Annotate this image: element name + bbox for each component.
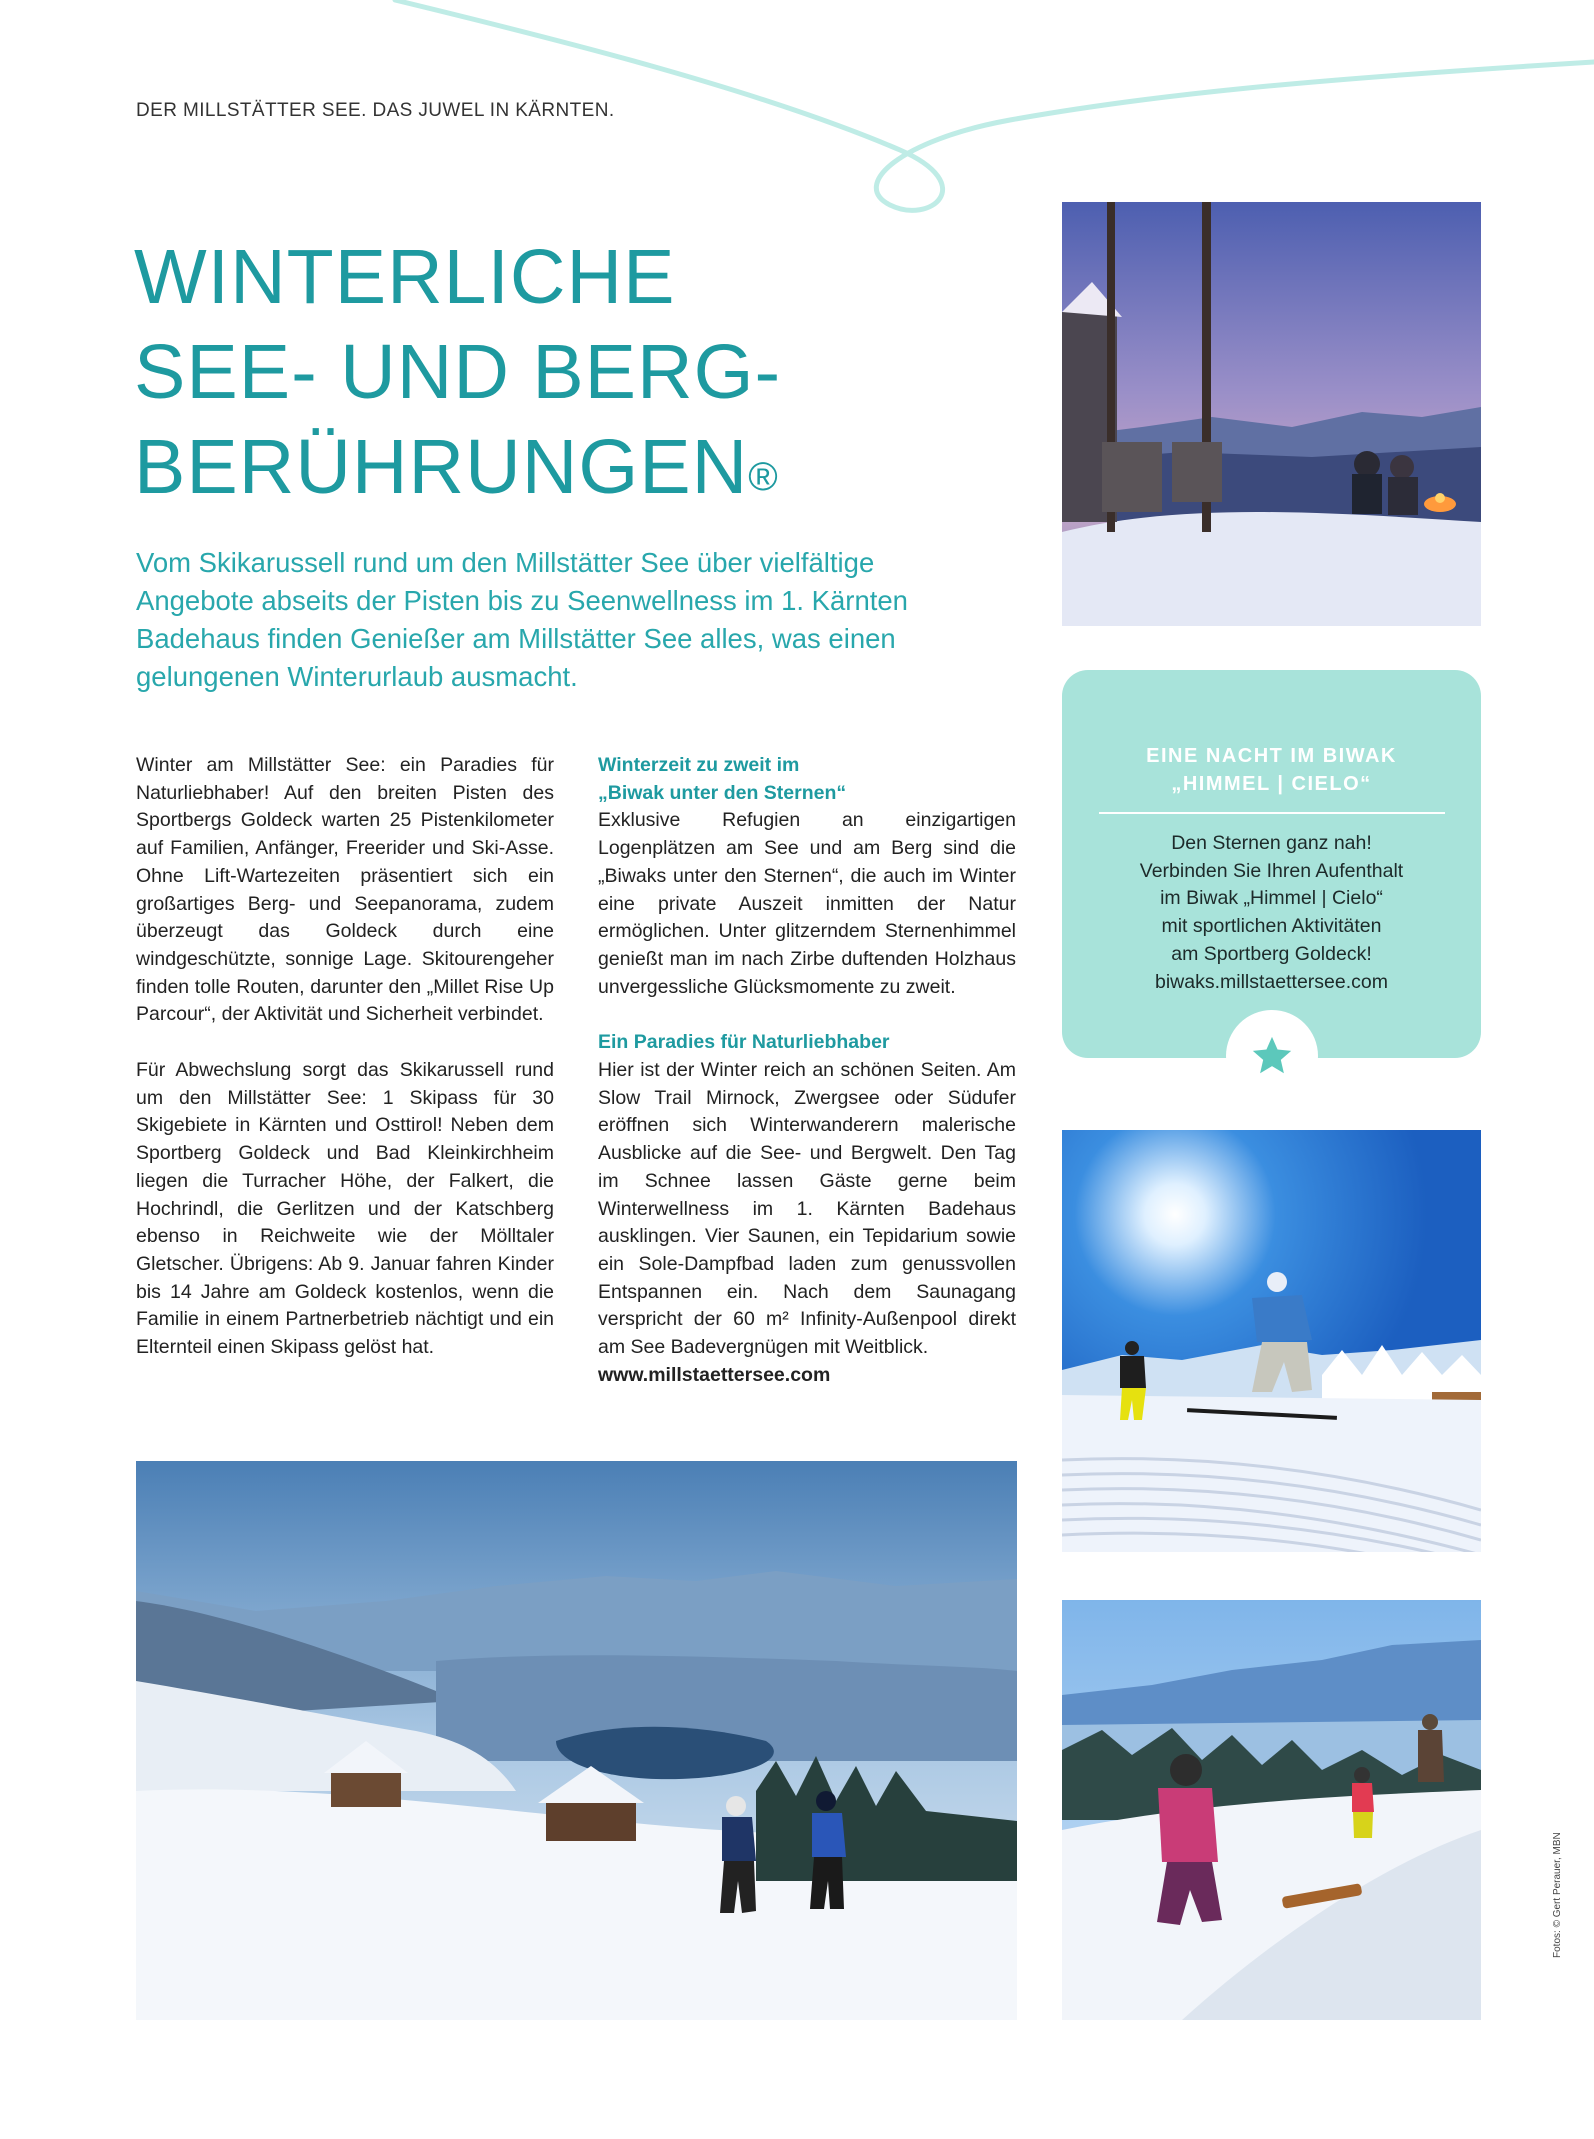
- section-biwak: [598, 752, 1016, 1001]
- photo-biwak-dusk: [1062, 202, 1481, 626]
- section-naturliebhaber: [598, 1029, 1016, 1389]
- info-box-text: Den Sternen ganz nah! Verbinden Sie Ihren Aufenthalt im Biwak „Himmel | Cielo“ mit sportlichen Aktivitäten am Sportberg Goldeck! biwaks.millstaettersee.com: [1139, 832, 1404, 993]
- title-line-2: SEE- UND BERG-: [134, 329, 782, 415]
- title-line-3: BERÜHRUNGEN: [134, 424, 749, 510]
- divider: [1099, 812, 1445, 814]
- photo-sledding-family: [1062, 1600, 1481, 2020]
- website-link[interactable]: www.millstaettersee.com: [598, 1363, 831, 1386]
- star-icon: [1249, 1033, 1295, 1079]
- page-title: [134, 230, 1034, 515]
- info-box-heading: EINE NACHT IM BIWAK „HIMMEL | CIELO“: [1146, 745, 1397, 795]
- photo-skiers-slope: [1062, 1130, 1481, 1552]
- section-heading: Winterzeit zu zweit im „Biwak unter den Sternen“: [598, 754, 847, 804]
- section-text: Hier ist der Winter reich an schönen Seiten. Am Slow Trail Mirnock, Zwergsee oder Südufer eröffnen sich Winterwanderern malerische Ausblicke auf die See- und Bergwelt. Den Tag im Schnee lassen Gäste gerne beim Winterwellness im 1. Kärnten Badehaus ausklingen. Vier Saunen, ein Tepidarium sowie ein Sole-Dampfbad laden zum genussvollen Entspannen ein. Nach dem Saunagang verspricht der 60 m² Infinity-Außenpool direkt am See Badevergnügen mit Weitblick.: [598, 1059, 1016, 1359]
- title-line-1: WINTERLICHE: [134, 234, 676, 320]
- photo-ski-tour-panorama: [136, 1461, 1017, 2020]
- body-column-1: [136, 752, 554, 1390]
- body-column-2: [598, 752, 1016, 1417]
- info-box-biwak: [1062, 670, 1481, 1058]
- section-heading: Ein Paradies für Naturliebhaber: [598, 1031, 890, 1054]
- section-text: Exklusive Refugien an einzigartigen Logenplätzen am See und am Berg sind die „Biwaks unter den Sternen“, die auch im Winter eine private Auszeit inmitten der Natur ermöglichen. Unter glitzerndem Sternenhimmel genießt man im nach Zirbe duftenden Holzhaus unvergessliche Glücksmomente zu zweit.: [598, 809, 1016, 998]
- registered-mark: ®: [748, 455, 779, 499]
- star-badge: [1226, 1010, 1318, 1102]
- paragraph: Für Abwechslung sorgt das Skikarussell rund um den Millstätter See: 1 Skipass für 30 Skigebiete in Kärnten und Osttirol! Neben dem Sportberg Goldeck und Bad Kleinkirchheim liegen die Turracher Höhe, der Falkert, die Hochrindl, die Gerlitzen und der Katschberg ebenso in Reichweite wie der Mölltaler Gletscher. Übrigens: Ab 9. Januar fahren Kinder bis 14 Jahre am Goldeck kostenlos, wenn die Familie in einem Partnerbetrieb nächtigt und ein Elternteil einen Skipass gelöst hat.: [136, 1059, 554, 1359]
- info-box-link[interactable]: biwaks.millstaettersee.com: [1155, 970, 1388, 993]
- page-kicker: DER MILLSTÄTTER SEE. DAS JUWEL IN KÄRNTEN.: [136, 100, 615, 121]
- lead-paragraph: Vom Skikarussell rund um den Millstätter See über vielfältige Angebote abseits der Pisten bis zu Seenwellness im 1. Kärnten Badehaus finden Genießer am Millstätter See alles, was einen gelungenen Winterurlaub ausmacht.: [136, 547, 908, 692]
- paragraph: Winter am Millstätter See: ein Paradies für Naturliebhaber! Auf den breiten Pisten des Sportbergs Goldeck warten 25 Pistenkilometer auf Familien, Anfänger, Freerider und Ski-Asse. Ohne Lift-Wartezeiten präsentiert sich ein großartiges Berg- und Seepanorama, zudem überzeugt das Goldeck durch eine windgeschützte, sonnige Lage. Skitourengeher finden tolle Routen, darunter den „Millet Rise Up Parcour“, der Aktivität und Sicherheit verbindet.: [136, 754, 554, 1026]
- photo-credit: Fotos: © Gert Perauer, MBN: [1552, 1832, 1563, 1958]
